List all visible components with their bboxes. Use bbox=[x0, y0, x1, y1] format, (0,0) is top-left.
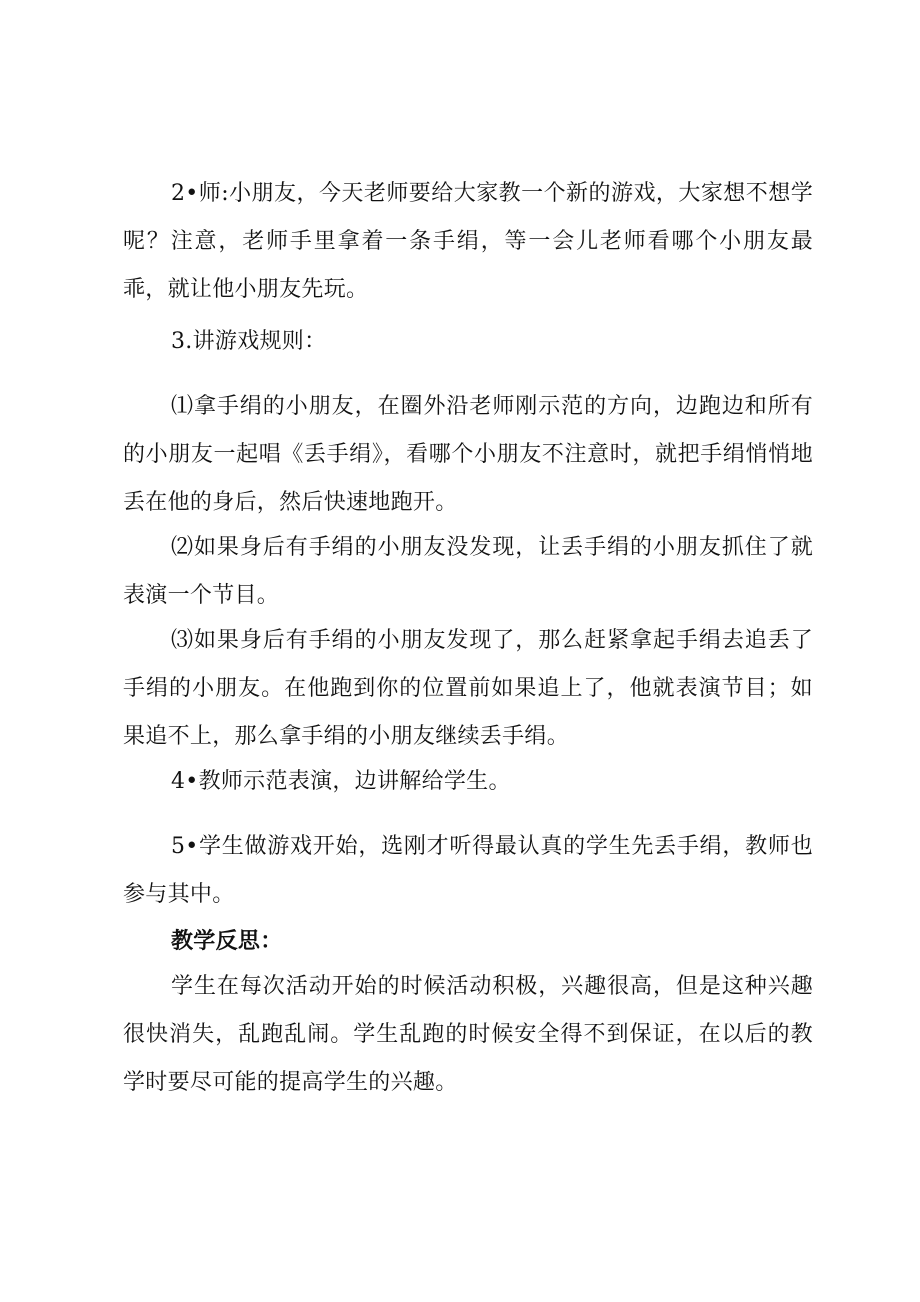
paragraph-step-3: 3.讲游戏规则： bbox=[171, 329, 327, 354]
paragraph-step-5: 5•学生做游戏开始，选刚才听得最认真的学生先丢手绢，教师也参与其中。 bbox=[123, 834, 813, 907]
reflection-heading: 教学反思： bbox=[171, 928, 283, 954]
reflection-text: 学生在每次活动开始的时候活动积极，兴趣很高，但是这种兴趣很快消失，乱跑乱闹。学生乱跑的时候安全得不到保证，在以后的教学时要尽可能的提高学生的兴趣。 bbox=[123, 974, 813, 1095]
paragraph-rule-2: ⑵如果身后有手绢的小朋友没发现，让丢手绢的小朋友抓住了就表演一个节目。 bbox=[123, 535, 813, 608]
paragraph-step-4: 4•教师示范表演，边讲解给学生。 bbox=[171, 769, 511, 794]
paragraph-rule-3: ⑶如果身后有手绢的小朋友发现了，那么赶紧拿起手绢去追丢了手绢的小朋友。在他跑到你的位置前如果追上了，他就表演节目；如果追不上，那么拿手绢的小朋友继续丢手绢。 bbox=[123, 628, 813, 749]
paragraph-rule-1: ⑴拿手绢的小朋友，在圈外沿老师刚示范的方向，边跑边和所有的小朋友一起唱《丢手绢》，看哪个小朋友不注意时，就把手绢悄悄地丢在他的身后，然后快速地跑开。 bbox=[123, 394, 813, 515]
paragraph-step-2: 2•师:小朋友，今天老师要给大家教一个新的游戏，大家想不想学呢？注意，老师手里拿着一条手绢，等一会儿老师看哪个小朋友最乖，就让他小朋友先玩。 bbox=[123, 181, 813, 302]
